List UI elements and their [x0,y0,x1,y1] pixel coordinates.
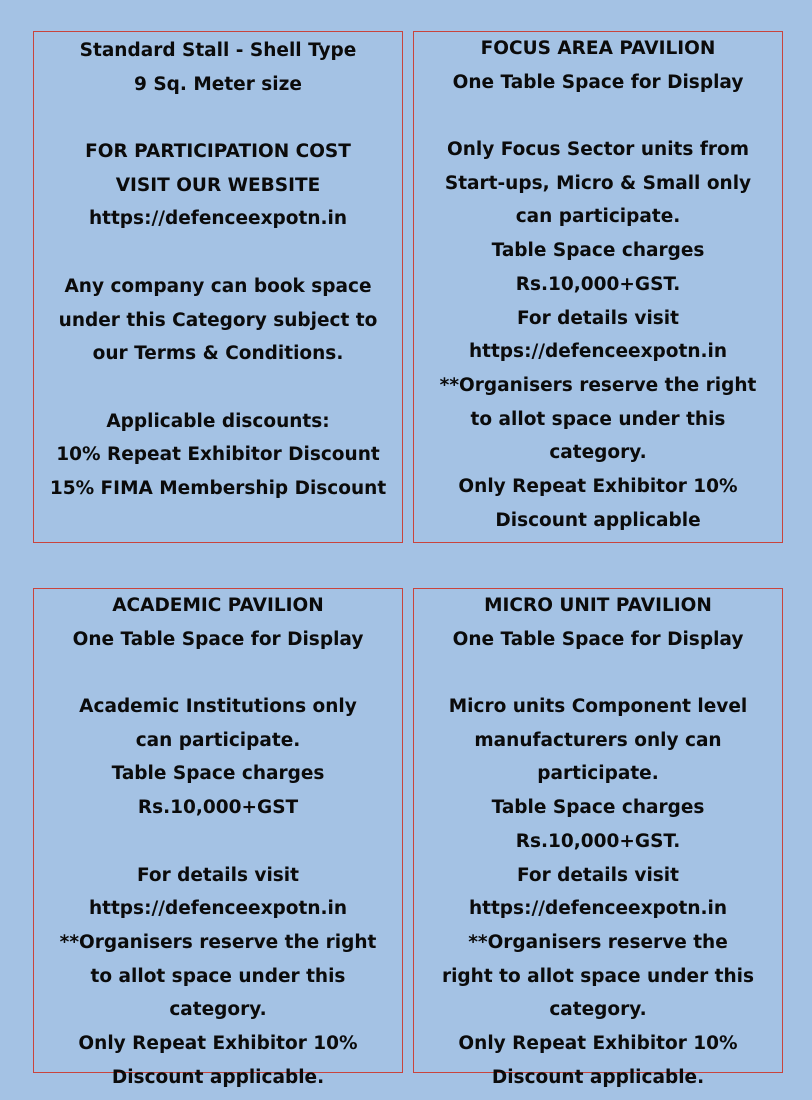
card-text-line: to allot space under this [470,408,726,430]
card-text-line: can participate. [135,729,301,751]
card-subtitle: One Table Space for Display [452,628,744,650]
card-text-line: For details visit [516,307,679,329]
spacer [34,371,402,405]
card-text-line: manufacturers only can [474,729,722,751]
spacer [34,656,402,690]
card-text-line: Discount applicable [495,509,701,531]
spacer [414,656,782,690]
card-text-line: Rs.10,000+GST. [515,273,681,295]
card-text-line: Only Repeat Exhibitor 10% [78,1032,358,1054]
card-text-line: Any company can book space [64,275,372,297]
card-text-line: For details visit [516,864,679,886]
spacer [34,101,402,135]
spacer [414,99,782,133]
card-text-line: Applicable discounts: [106,410,330,432]
card-title: ACADEMIC PAVILION [112,595,324,616]
card-text-line: 15% FIMA Membership Discount [49,477,387,499]
card-text-line: FOR PARTICIPATION COST [85,141,351,163]
card-text-line: Only Focus Sector units from [446,139,750,161]
card-text-line: Discount applicable. [491,1066,705,1088]
card-text-line: Only Repeat Exhibitor 10% [458,475,738,497]
micro-unit-pavilion-card [413,588,783,1088]
card-title: Standard Stall - Shell Type [79,40,357,61]
standard-stall-card [33,31,403,543]
card-text-line: under this Category subject to [58,309,378,331]
website-link[interactable]: https://defenceexpotn.in [88,898,348,920]
card-subtitle: One Table Space for Display [452,71,744,93]
card-text-line: category. [549,442,647,464]
website-link[interactable]: https://defenceexpotn.in [468,898,728,920]
card-text-line: Table Space charges [491,240,705,262]
card-text-line: **Organisers reserve the right [439,374,757,396]
card-text-line: Rs.10,000+GST [137,797,299,819]
card-subtitle: 9 Sq. Meter size [134,73,302,95]
spacer [34,236,402,270]
website-link[interactable]: https://defenceexpotn.in [88,208,348,230]
card-text-line: can participate. [515,206,681,228]
focus-area-pavilion-card [413,31,783,543]
card-title: FOCUS AREA PAVILION [480,38,716,59]
card-text-line: Start-ups, Micro & Small only [444,172,752,194]
academic-pavilion-card [33,588,403,1088]
card-subtitle: One Table Space for Display [72,628,364,650]
card-text-line: participate. [537,763,659,785]
card-text-line: Discount applicable. [111,1066,325,1088]
card-text-line: right to allot space under this [441,965,755,987]
card-text-line: to allot space under this [90,965,346,987]
card-text-line: category. [549,999,647,1021]
card-text-line: Academic Institutions only [79,696,357,718]
card-text-line: 10% Repeat Exhibitor Discount [56,444,380,466]
card-title: MICRO UNIT PAVILION [484,595,712,616]
card-text-line: VISIT OUR WEBSITE [115,174,321,196]
card-text-line: category. [169,999,267,1021]
card-text-line: For details visit [136,864,299,886]
card-text-line: our Terms & Conditions. [92,343,344,365]
website-link[interactable]: https://defenceexpotn.in [468,341,728,363]
card-text-line: **Organisers reserve the [468,931,728,953]
spacer [34,825,402,859]
card-text-line: Only Repeat Exhibitor 10% [458,1032,738,1054]
card-text-line: Rs.10,000+GST. [515,830,681,852]
card-text-line: Micro units Component level [448,696,748,718]
card-text-line: Table Space charges [111,763,325,785]
card-text-line: Table Space charges [491,797,705,819]
card-text-line: **Organisers reserve the right [59,931,377,953]
